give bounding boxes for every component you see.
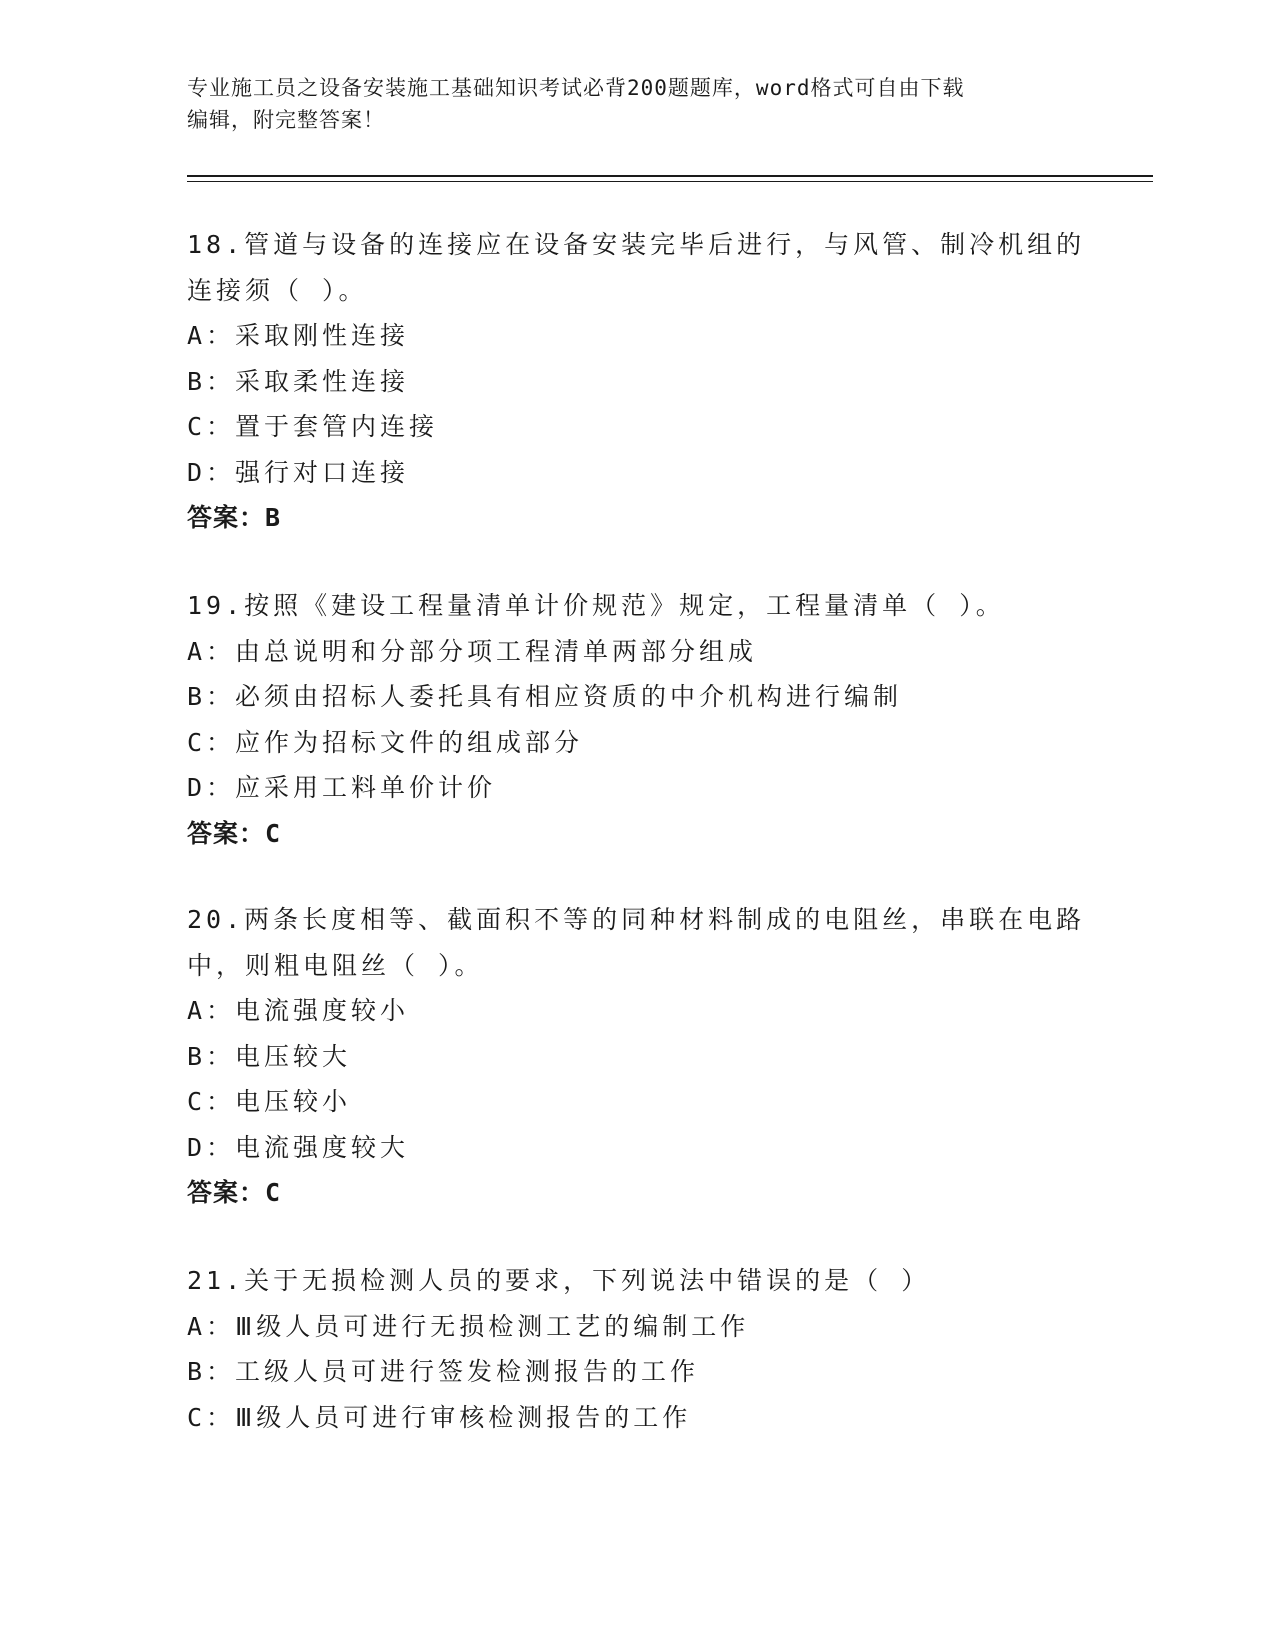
option-a: A：电流强度较小 — [187, 996, 410, 1025]
question-text: 21.关于无损检测人员的要求，下列说法中错误的是（ ） — [187, 1266, 931, 1295]
question-20 — [187, 897, 1087, 1216]
header-line-2: 编辑，附完整答案！ — [187, 108, 385, 132]
option-c: C：电压较小 — [187, 1087, 352, 1116]
option-c: C：置于套管内连接 — [187, 412, 439, 441]
answer: 答案：C — [187, 818, 282, 848]
question-text: 连接须（ ）。 — [187, 275, 368, 305]
option-b: B：必须由招标人委托具有相应资质的中介机构进行编制 — [187, 682, 903, 711]
question-21 — [187, 1258, 1087, 1440]
option-b: B：采取柔性连接 — [187, 366, 410, 396]
option-a: A：Ⅲ级人员可进行无损检测工艺的编制工作 — [187, 1311, 750, 1341]
option-b: B：工级人员可进行签发检测报告的工作 — [187, 1357, 700, 1386]
question-text: 19.按照《建设工程量清单计价规范》规定，工程量清单（ ）。 — [187, 591, 1005, 620]
header-divider-thin — [187, 181, 1153, 182]
answer: 答案：C — [187, 1178, 282, 1207]
question-text: 20.两条长度相等、截面积不等的同种材料制成的电阻丝，串联在电路 — [187, 905, 1086, 934]
question-text: 18.管道与设备的连接应在设备安装完毕后进行，与风管、制冷机组的 — [187, 230, 1086, 259]
header-divider-thick — [187, 175, 1153, 177]
question-text: 中，则粗电阻丝（ ）。 — [187, 950, 484, 980]
document-header — [187, 72, 1087, 136]
header-line-1: 专业施工员之设备安装施工基础知识考试必背200题题库，word格式可自由下载 — [187, 76, 965, 100]
question-18 — [187, 222, 1087, 541]
option-d: D：应采用工料单价计价 — [187, 773, 497, 802]
option-c: C：应作为招标文件的组成部分 — [187, 727, 584, 757]
option-d: D：强行对口连接 — [187, 457, 410, 487]
option-c: C：Ⅲ级人员可进行审核检测报告的工作 — [187, 1402, 692, 1432]
question-19 — [187, 583, 1087, 856]
option-a: A：由总说明和分部分项工程清单两部分组成 — [187, 636, 758, 666]
option-d: D：电流强度较大 — [187, 1132, 410, 1162]
option-a: A：采取刚性连接 — [187, 321, 410, 350]
option-b: B：电压较大 — [187, 1041, 352, 1071]
answer: 答案：B — [187, 503, 282, 532]
